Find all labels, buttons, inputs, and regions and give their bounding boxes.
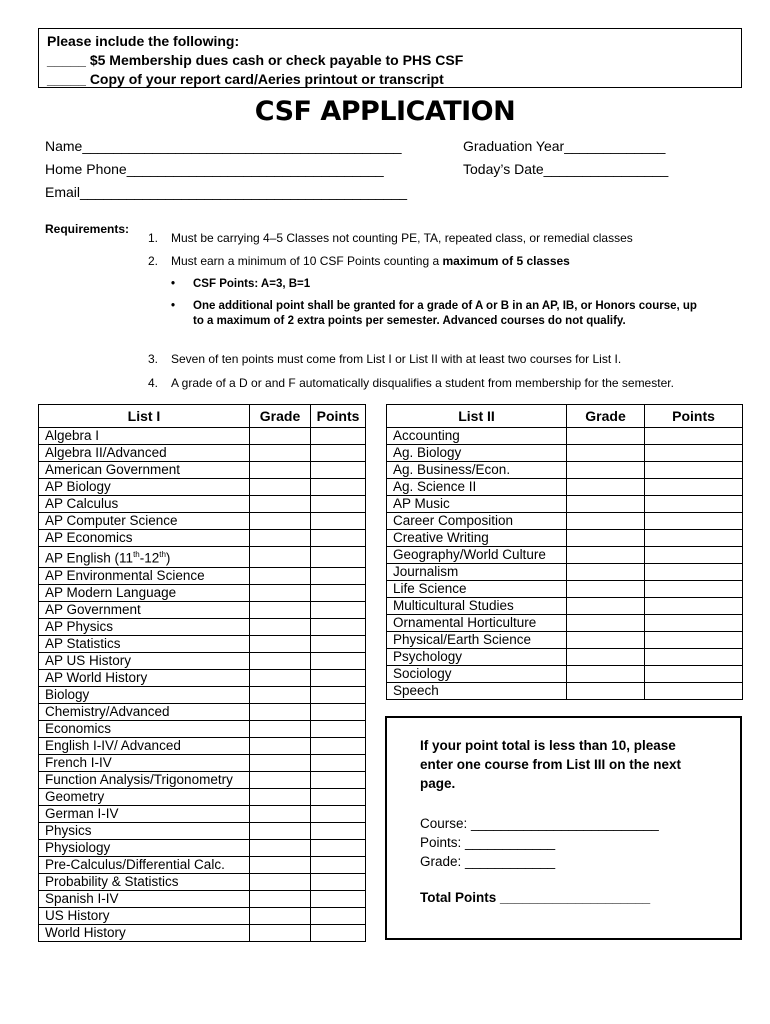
table-row (39, 703, 366, 720)
points-cell[interactable] (311, 805, 366, 822)
table-row (39, 601, 366, 618)
course-cell: Biology (39, 686, 250, 703)
points-cell[interactable] (311, 513, 366, 530)
points-cell[interactable] (311, 428, 366, 445)
table-row (387, 547, 743, 564)
table-row (39, 924, 366, 941)
list-3-points-field[interactable]: Points: ____________ (420, 835, 556, 850)
course-cell: AP Environmental Science (39, 567, 250, 584)
table-row (387, 581, 743, 598)
requirement-number: 2. (148, 254, 159, 268)
include-checklist-box (38, 28, 742, 88)
course-cell: Sociology (387, 666, 567, 683)
table-row (39, 652, 366, 669)
course-cell: Ag. Science II (387, 479, 567, 496)
points-cell[interactable] (311, 873, 366, 890)
include-item-report-card: _____ Copy of your report card/Aeries printout or transcript (47, 71, 444, 87)
points-cell[interactable] (311, 788, 366, 805)
points-cell[interactable] (645, 564, 743, 581)
grade-cell[interactable] (250, 907, 311, 924)
table-row (39, 890, 366, 907)
bullet-text: CSF Points: A=3, B=1 (193, 278, 311, 290)
requirement-item-4 (148, 376, 748, 390)
grade-cell[interactable] (250, 822, 311, 839)
list-1-grade-header: Grade (250, 405, 311, 428)
grade-cell[interactable] (250, 890, 311, 907)
points-cell[interactable] (311, 601, 366, 618)
grade-cell[interactable] (250, 771, 311, 788)
requirement-text: Seven of ten points must come from List I or List II with at least two courses for List I. (171, 352, 622, 366)
course-cell: Pre-Calculus/Differential Calc. (39, 856, 250, 873)
points-cell[interactable] (311, 737, 366, 754)
table-row (387, 649, 743, 666)
email-field[interactable]: Email__________________________________________ (45, 184, 408, 200)
bullet-text: One additional point shall be granted for a grade of A or B in an AP, IB, or Honors course, up to a maximum of 2 extra points per semester. Advanced courses do not qualify. (193, 300, 697, 327)
bullet-additional-point (171, 299, 701, 329)
points-cell[interactable] (645, 428, 743, 445)
course-cell: Economics (39, 720, 250, 737)
points-cell[interactable] (645, 445, 743, 462)
table-row (387, 632, 743, 649)
grade-cell[interactable] (250, 462, 311, 479)
points-cell[interactable] (645, 615, 743, 632)
list-3-grade-field[interactable]: Grade: ____________ (420, 854, 556, 869)
points-cell[interactable] (645, 666, 743, 683)
course-cell: Probability & Statistics (39, 873, 250, 890)
grade-cell[interactable] (250, 805, 311, 822)
course-cell: Ag. Business/Econ. (387, 462, 567, 479)
grade-cell[interactable] (250, 601, 311, 618)
grade-cell[interactable] (567, 598, 645, 615)
requirement-text: Must be carrying 4–5 Classes not counting PE, TA, repeated class, or remedial classes (171, 231, 633, 245)
course-cell: Creative Writing (387, 530, 567, 547)
grade-cell[interactable] (567, 683, 645, 700)
grade-cell[interactable] (567, 564, 645, 581)
grade-cell[interactable] (567, 428, 645, 445)
table-row (387, 479, 743, 496)
table-row (387, 530, 743, 547)
course-cell: AP Economics (39, 530, 250, 547)
table-row (39, 737, 366, 754)
grade-cell[interactable] (250, 720, 311, 737)
grade-cell[interactable] (250, 618, 311, 635)
grade-cell[interactable] (250, 703, 311, 720)
requirement-item-2 (148, 254, 748, 268)
requirement-number: 4. (148, 376, 159, 390)
points-cell[interactable] (311, 462, 366, 479)
points-cell[interactable] (645, 683, 743, 700)
course-cell: Spanish I-IV (39, 890, 250, 907)
course-cell: Chemistry/Advanced (39, 703, 250, 720)
points-cell[interactable] (311, 479, 366, 496)
table-row (39, 462, 366, 479)
name-field[interactable]: Name_________________________________________ (45, 138, 402, 154)
points-cell[interactable] (645, 598, 743, 615)
table-header-row (39, 405, 366, 428)
table-header-row (387, 405, 743, 428)
course-cell: Accounting (387, 428, 567, 445)
points-cell[interactable] (311, 567, 366, 584)
grade-cell[interactable] (250, 737, 311, 754)
course-cell: AP Government (39, 601, 250, 618)
list-2-table (386, 404, 743, 700)
course-cell: AP Biology (39, 479, 250, 496)
course-cell: AP Statistics (39, 635, 250, 652)
table-row (39, 822, 366, 839)
course-cell: Geography/World Culture (387, 547, 567, 564)
grade-cell[interactable] (567, 547, 645, 564)
grade-cell[interactable] (567, 615, 645, 632)
points-cell[interactable] (311, 856, 366, 873)
course-cell: American Government (39, 462, 250, 479)
table-row (39, 635, 366, 652)
table-row (39, 788, 366, 805)
points-cell[interactable] (311, 635, 366, 652)
table-row (387, 462, 743, 479)
table-row (387, 564, 743, 581)
course-cell: AP Computer Science (39, 513, 250, 530)
table-row (39, 771, 366, 788)
table-row (387, 666, 743, 683)
table-row (39, 479, 366, 496)
course-cell: English I-IV/ Advanced (39, 737, 250, 754)
course-cell: Geometry (39, 788, 250, 805)
include-item-dues: _____ $5 Membership dues cash or check payable to PHS CSF (47, 52, 464, 68)
course-cell: Psychology (387, 649, 567, 666)
course-cell: AP Calculus (39, 496, 250, 513)
total-points-field[interactable]: Total Points ____________________ (420, 890, 651, 905)
grade-cell[interactable] (250, 635, 311, 652)
table-row (39, 445, 366, 462)
course-cell: AP US History (39, 652, 250, 669)
table-row (39, 839, 366, 856)
course-cell: Function Analysis/Trigonometry (39, 771, 250, 788)
list-2-points-header: Points (645, 405, 743, 428)
grade-cell[interactable] (250, 547, 311, 568)
course-cell: Algebra I (39, 428, 250, 445)
points-cell[interactable] (311, 618, 366, 635)
grade-cell[interactable] (567, 632, 645, 649)
grade-cell[interactable] (250, 686, 311, 703)
grade-cell[interactable] (250, 873, 311, 890)
points-cell[interactable] (311, 584, 366, 601)
grade-cell[interactable] (567, 445, 645, 462)
list-3-box (385, 716, 742, 940)
points-cell[interactable] (311, 822, 366, 839)
course-cell: German I-IV (39, 805, 250, 822)
course-cell: AP Modern Language (39, 584, 250, 601)
grade-cell[interactable] (250, 428, 311, 445)
course-cell: Career Composition (387, 513, 567, 530)
requirement-item-3 (148, 352, 748, 366)
course-cell: Ag. Biology (387, 445, 567, 462)
points-cell[interactable] (311, 754, 366, 771)
table-row (39, 547, 366, 568)
list-3-instruction: If your point total is less than 10, please enter one course from List III on the next page. (420, 738, 682, 791)
requirement-text-bold: maximum of 5 classes (442, 254, 570, 268)
points-cell[interactable] (311, 839, 366, 856)
points-cell[interactable] (311, 771, 366, 788)
course-cell: Journalism (387, 564, 567, 581)
todays-date-field[interactable]: Today’s Date________________ (463, 161, 669, 177)
points-cell[interactable] (311, 720, 366, 737)
page-title: CSF APPLICATION (254, 96, 516, 127)
requirement-item-1 (148, 231, 748, 245)
points-cell[interactable] (311, 890, 366, 907)
requirements-label: Requirements: (45, 222, 130, 236)
requirement-number: 1. (148, 231, 159, 245)
bullet-dot-icon: • (171, 278, 176, 290)
points-cell[interactable] (311, 445, 366, 462)
table-row (387, 496, 743, 513)
grade-cell[interactable] (250, 584, 311, 601)
course-cell: Life Science (387, 581, 567, 598)
grade-cell[interactable] (250, 754, 311, 771)
points-cell[interactable] (645, 479, 743, 496)
table-row (39, 428, 366, 445)
list-3-course-field[interactable]: Course: _________________________ (420, 816, 659, 831)
course-cell: US History (39, 907, 250, 924)
points-cell[interactable] (645, 649, 743, 666)
bullet-dot-icon: • (171, 300, 176, 312)
course-cell: AP Physics (39, 618, 250, 635)
grade-cell[interactable] (567, 530, 645, 547)
table-row (387, 513, 743, 530)
table-row (39, 618, 366, 635)
points-cell[interactable] (311, 907, 366, 924)
points-cell[interactable] (645, 581, 743, 598)
table-row (39, 686, 366, 703)
grade-cell[interactable] (567, 666, 645, 683)
include-heading: Please include the following: (47, 33, 240, 49)
grade-cell[interactable] (250, 513, 311, 530)
grade-cell[interactable] (250, 652, 311, 669)
table-row (387, 445, 743, 462)
list-1-table (38, 404, 366, 942)
course-cell: Multicultural Studies (387, 598, 567, 615)
table-row (39, 567, 366, 584)
table-row (39, 856, 366, 873)
course-cell: French I-IV (39, 754, 250, 771)
grade-cell[interactable] (567, 581, 645, 598)
table-row (387, 683, 743, 700)
grade-cell[interactable] (250, 479, 311, 496)
table-row (39, 669, 366, 686)
requirement-text: Must earn a minimum of 10 CSF Points counting a (171, 254, 443, 268)
grade-cell[interactable] (250, 567, 311, 584)
points-cell[interactable] (311, 686, 366, 703)
course-cell: AP Music (387, 496, 567, 513)
table-row (39, 584, 366, 601)
table-row (39, 496, 366, 513)
course-cell: Physiology (39, 839, 250, 856)
points-cell[interactable] (311, 652, 366, 669)
table-row (39, 720, 366, 737)
home-phone-field[interactable]: Home Phone_________________________________ (45, 161, 384, 177)
grade-cell[interactable] (567, 496, 645, 513)
table-row (39, 873, 366, 890)
table-row (387, 598, 743, 615)
graduation-year-field[interactable]: Graduation Year_____________ (463, 138, 666, 154)
course-cell: Algebra II/Advanced (39, 445, 250, 462)
grade-cell[interactable] (250, 788, 311, 805)
grade-cell[interactable] (567, 479, 645, 496)
table-row (387, 615, 743, 632)
points-cell[interactable] (645, 462, 743, 479)
points-cell[interactable] (645, 496, 743, 513)
grade-cell[interactable] (250, 856, 311, 873)
list-1-points-header: Points (311, 405, 366, 428)
course-cell: Ornamental Horticulture (387, 615, 567, 632)
table-row (39, 530, 366, 547)
grade-cell[interactable] (567, 462, 645, 479)
table-row (39, 907, 366, 924)
course-cell: World History (39, 924, 250, 941)
grade-cell[interactable] (250, 924, 311, 941)
grade-cell[interactable] (567, 649, 645, 666)
grade-cell[interactable] (250, 839, 311, 856)
grade-cell[interactable] (250, 669, 311, 686)
course-cell: AP World History (39, 669, 250, 686)
points-cell[interactable] (311, 703, 366, 720)
points-cell[interactable] (311, 530, 366, 547)
grade-cell[interactable] (250, 445, 311, 462)
list-1-course-header: List I (39, 405, 250, 428)
table-row (39, 513, 366, 530)
points-cell[interactable] (311, 924, 366, 941)
list-2-course-header: List II (387, 405, 567, 428)
points-cell[interactable] (311, 669, 366, 686)
grade-cell[interactable] (250, 530, 311, 547)
points-cell[interactable] (311, 496, 366, 513)
points-cell[interactable] (311, 547, 366, 568)
points-cell[interactable] (645, 530, 743, 547)
table-row (39, 805, 366, 822)
points-cell[interactable] (645, 632, 743, 649)
points-cell[interactable] (645, 513, 743, 530)
course-cell: Physical/Earth Science (387, 632, 567, 649)
list-2-grade-header: Grade (567, 405, 645, 428)
course-cell: Speech (387, 683, 567, 700)
course-cell: Physics (39, 822, 250, 839)
points-cell[interactable] (645, 547, 743, 564)
requirement-number: 3. (148, 352, 159, 366)
table-row (387, 428, 743, 445)
grade-cell[interactable] (250, 496, 311, 513)
table-row (39, 754, 366, 771)
requirement-text: A grade of a D or and F automatically disqualifies a student from membership for the semester. (171, 376, 674, 390)
course-cell: AP English (11th-12th) (39, 547, 250, 568)
grade-cell[interactable] (567, 513, 645, 530)
